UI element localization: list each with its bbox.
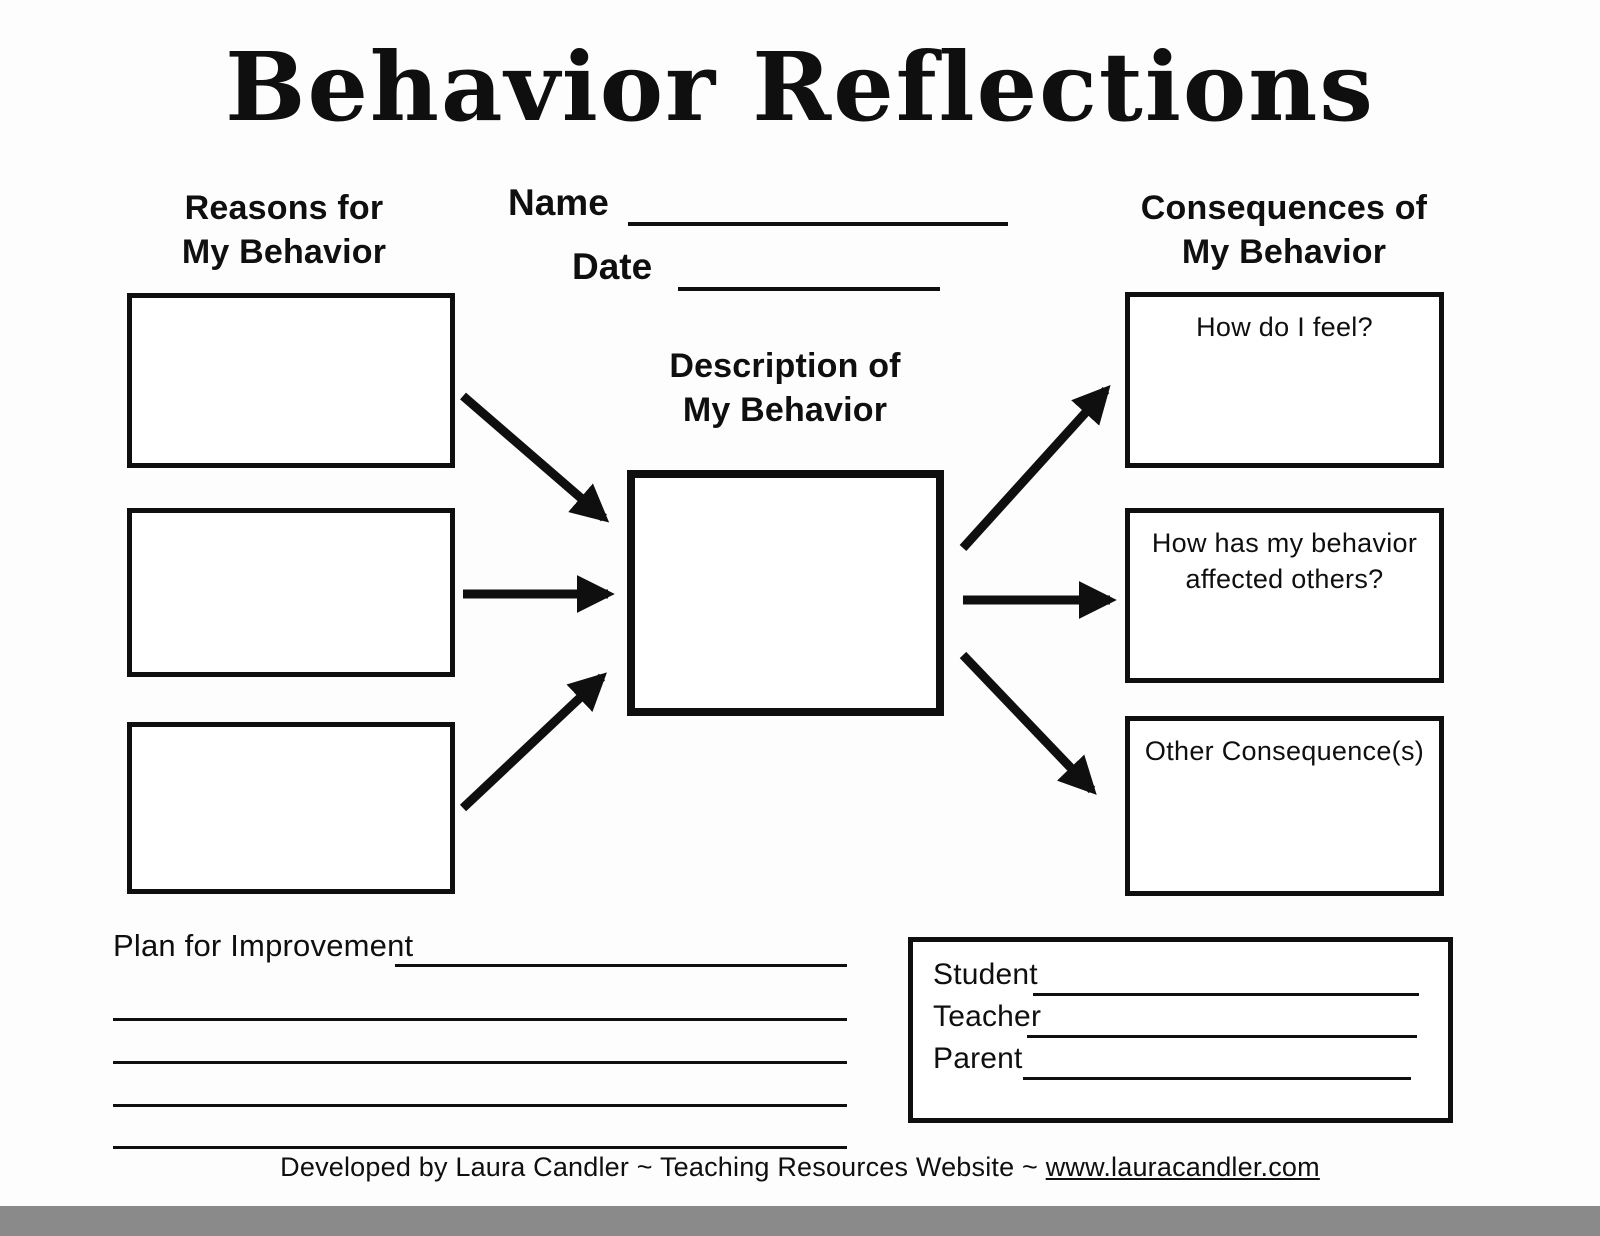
- arrow-reason3-to-description: [463, 677, 602, 808]
- consequence-box-other-label: Other Consequence(s): [1144, 736, 1425, 766]
- parent-label: Parent: [933, 1042, 1023, 1075]
- description-box[interactable]: [627, 470, 944, 716]
- reason-box-3[interactable]: [127, 722, 455, 894]
- name-write-line[interactable]: [628, 222, 1008, 226]
- plan-for-improvement-label: Plan for Improvement: [113, 928, 414, 963]
- student-label: Student: [933, 958, 1038, 991]
- description-heading-line2: My Behavior: [682, 391, 888, 430]
- plan-write-line-3[interactable]: [113, 1061, 847, 1064]
- plan-write-line-2[interactable]: [113, 1018, 847, 1021]
- parent-signature-line[interactable]: [1023, 1077, 1411, 1080]
- arrow-description-to-consequence3: [963, 655, 1092, 790]
- reasons-heading-line1: Reasons for: [184, 189, 384, 227]
- name-label: Name: [508, 182, 609, 223]
- consequence-box-other[interactable]: [1125, 716, 1444, 896]
- plan-write-line-1[interactable]: [395, 964, 847, 967]
- teacher-label: Teacher: [933, 1000, 1042, 1033]
- consequences-heading-line2: My Behavior: [1181, 233, 1387, 272]
- description-heading: [585, 344, 985, 432]
- footer-credit: [0, 1152, 1600, 1183]
- description-heading-line1: Description of: [669, 347, 901, 385]
- consequence-box-others-label: How has my behavior affected others?: [1151, 528, 1418, 595]
- page-title: Behavior Reflections: [225, 32, 1375, 143]
- reason-box-1[interactable]: [127, 293, 455, 468]
- date-write-line[interactable]: [678, 287, 940, 291]
- plan-write-line-5[interactable]: [113, 1146, 847, 1149]
- footer-credit-text: Developed by Laura Candler ~ Teaching Resources Website ~: [280, 1152, 1039, 1182]
- consequence-box-others[interactable]: [1125, 508, 1444, 683]
- consequences-heading: [1088, 186, 1480, 274]
- plan-write-line-4[interactable]: [113, 1104, 847, 1107]
- arrow-reason1-to-description: [463, 396, 604, 518]
- consequence-box-feelings-label: How do I feel?: [1196, 312, 1373, 342]
- footer-website-link[interactable]: www.lauracandler.com: [1045, 1152, 1320, 1182]
- teacher-signature-line[interactable]: [1027, 1035, 1417, 1038]
- bottom-gray-bar: [0, 1206, 1600, 1236]
- student-signature-line[interactable]: [1033, 993, 1419, 996]
- date-label: Date: [572, 246, 653, 287]
- consequence-box-feelings[interactable]: [1125, 292, 1444, 468]
- reasons-heading: [88, 186, 480, 274]
- consequences-heading-line1: Consequences of: [1140, 189, 1428, 227]
- reason-box-2[interactable]: [127, 508, 455, 677]
- reasons-heading-line2: My Behavior: [181, 233, 387, 272]
- signature-box: [908, 937, 1453, 1123]
